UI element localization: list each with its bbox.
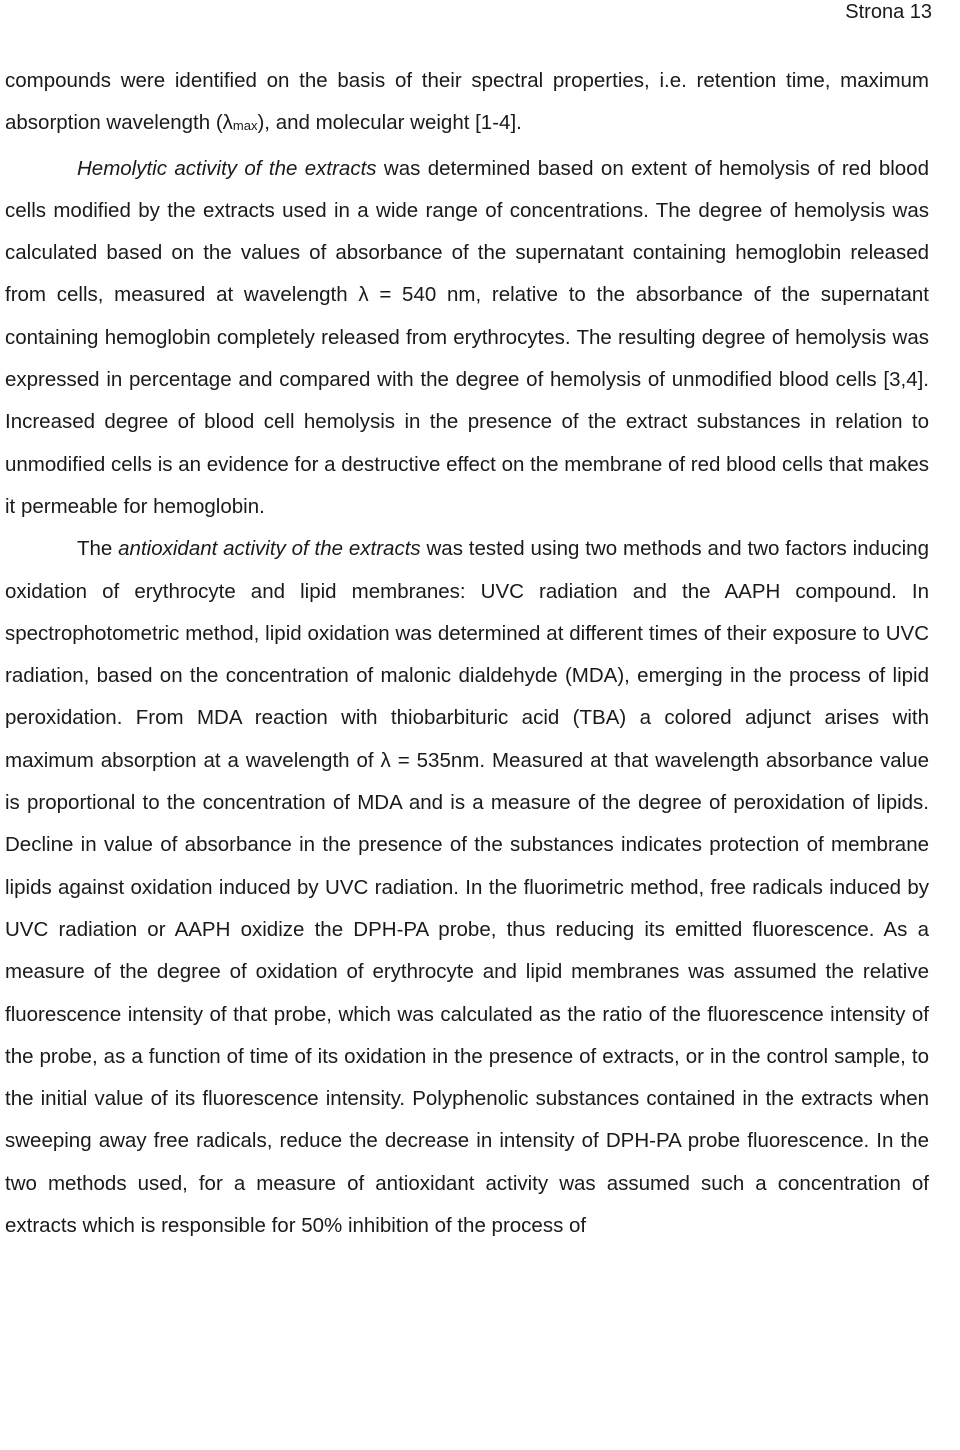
emphasis-term: antioxidant activity of the extracts: [118, 537, 421, 561]
page-number: Strona 13: [845, 1, 932, 23]
paragraph-text: was determined based on extent of hemolysis of red blood cells modified by the extracts used in a wide range of concentrations. The degree of hemolysis was calculated based on the values of absorbance of the supernatant containing hemoglobin released from cells, measured at wavelength λ = 540 nm, relative to the absorbance of the supernatant containing hemoglobin completely released from erythrocytes. The resulting degree of hemolysis was expressed in percentage and compared with the degree of hemolysis of unmodified blood cells [3,4]. Increased degree of blood cell hemolysis in the presence of the extract substances in relation to unmodified cells is an evidence for a destructive effect on the membrane of red blood cells that makes it permeable for hemoglobin.: [5, 156, 929, 518]
document-body: [5, 60, 929, 1247]
paragraph-text: was tested using two methods and two factors inducing oxidation of erythrocyte and lipid membranes: UVC radiation and the AAPH compound. In spectrophotometric method, lipid oxidation was determined at different times of their exposure to UVC radiation, based on the concentration of malonic dialdehyde (MDA), emerging in the process of lipid peroxidation. From MDA reaction with thiobarbituric acid (TBA) a colored adjunct arises with maximum absorption at a wavelength of λ = 535nm. Measured at that wavelength absorbance value is proportional to the concentration of MDA and is a measure of the degree of peroxidation of lipids. Decline in value of absorbance in the presence of the substances indicates protection of membrane lipids against oxidation induced by UVC radiation. In the fluorimetric method, free radicals induced by UVC radiation or AAPH oxidize the DPH-PA probe, thus reducing its emitted fluorescence. As a measure of the degree of oxidation of erythrocyte and lipid membranes was assumed the relative fluorescence intensity of that probe, which was calculated as the ratio of the fluorescence intensity of the probe, as a function of time of its oxidation in the presence of extracts, or in the control sample, to the initial value of its fluorescence intensity. Polyphenolic substances contained in the extracts when sweeping away free radicals, reduce the decrease in intensity of DPH-PA probe fluorescence. In the two methods used, for a measure of antioxidant activity was assumed such a concentration of extracts which is responsible for 50% inhibition of the process of: [5, 537, 929, 1238]
paragraph-text: ), and molecular weight [1-4].: [257, 111, 522, 135]
paragraph-text: compounds were identified on the basis of their spectral properties, i.e. retention time, maximum absorption wavelength (λ: [5, 69, 929, 135]
emphasis-term: Hemolytic activity of the extracts: [77, 156, 377, 180]
subscript-max: max: [232, 118, 258, 134]
paragraph-antioxidant-activity: [5, 528, 929, 1247]
paragraph-compound-identification: [5, 60, 929, 148]
paragraph-text: The: [77, 537, 119, 561]
paragraph-hemolytic-activity: [5, 148, 929, 529]
